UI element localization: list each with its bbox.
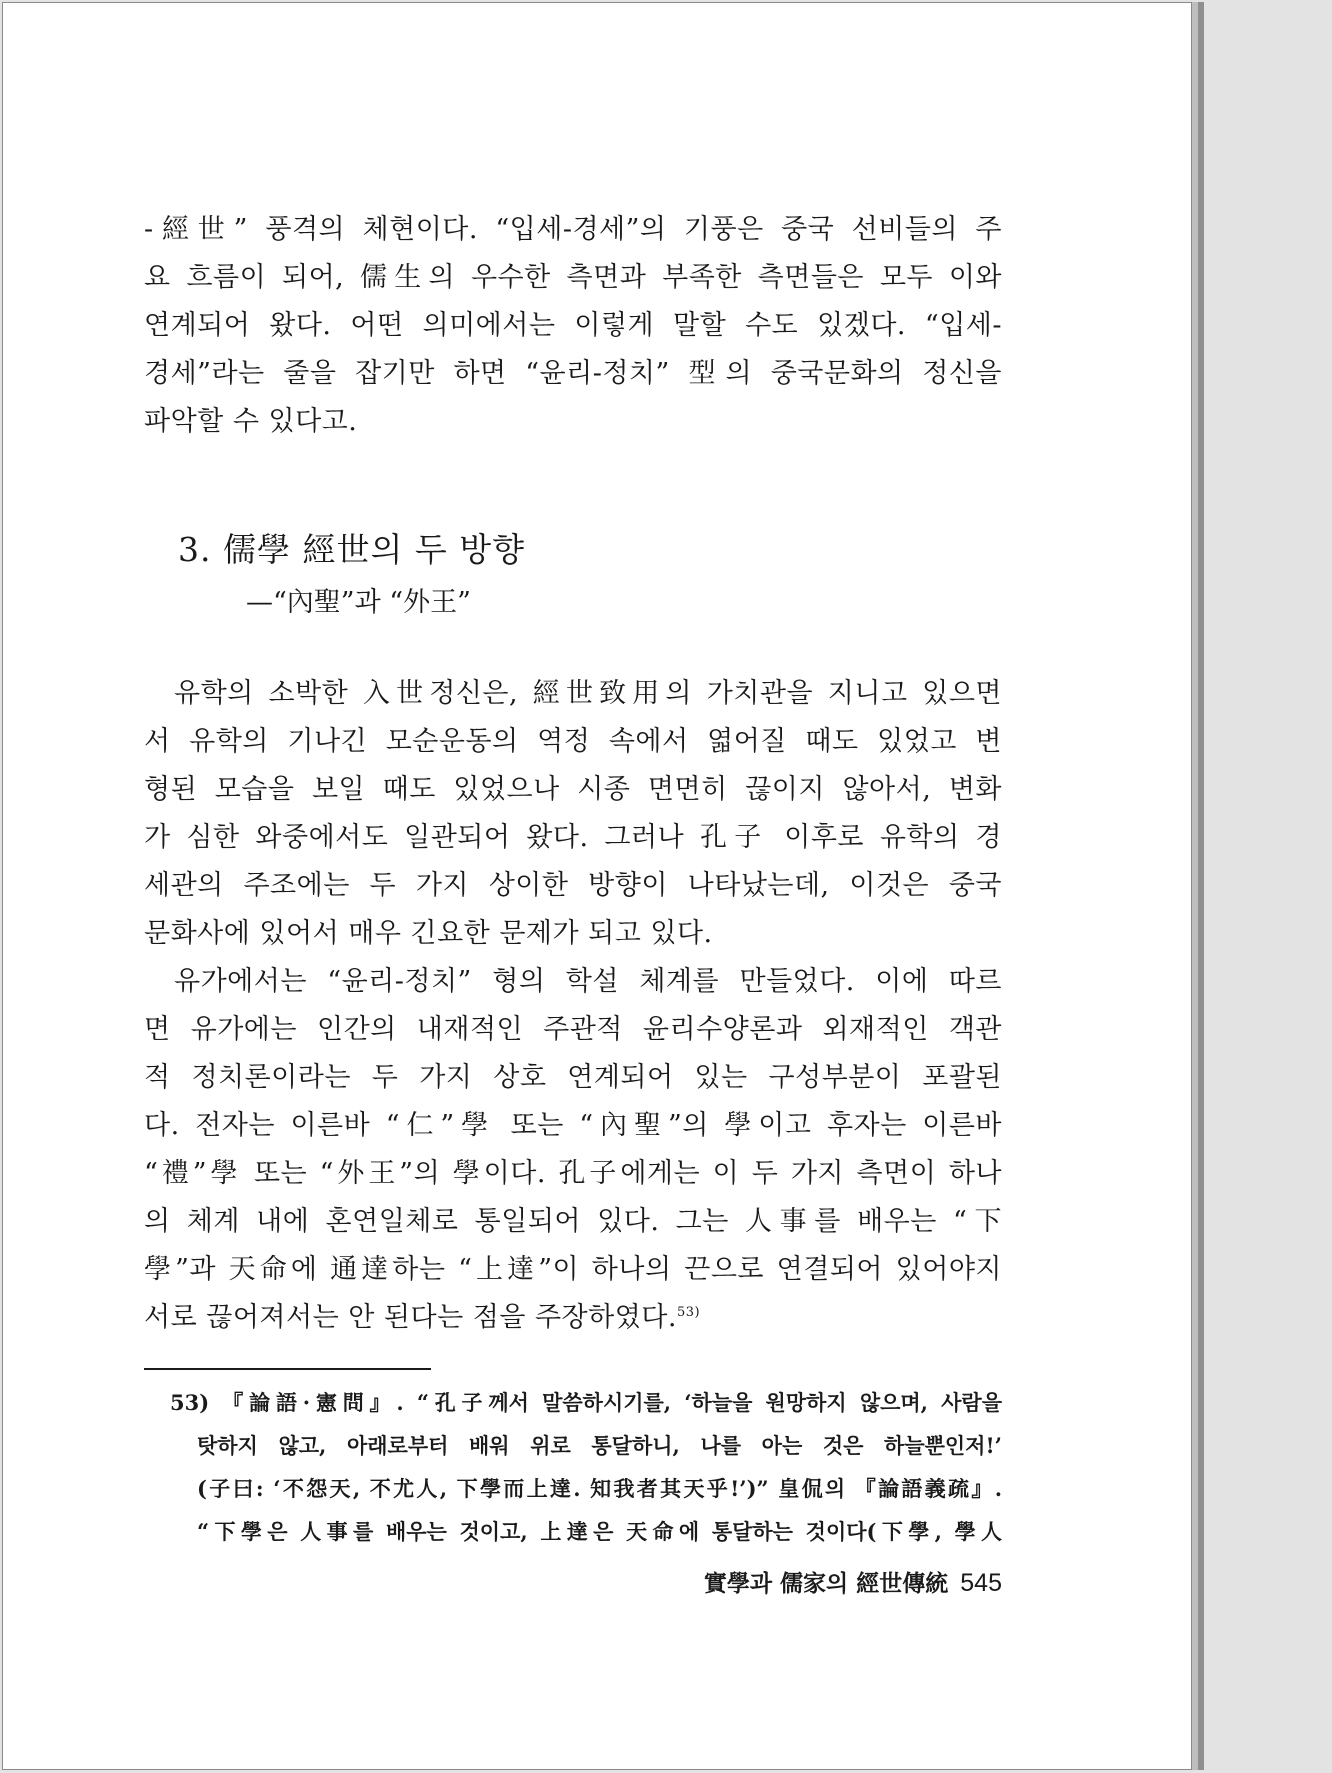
text-line: 유학의 소박한 入世정신은, 經世致用의 가치관을 지니고 있으면 [174,678,1002,709]
text-line: 파악할 수 있다고. [144,406,358,437]
book-page [2,2,1192,1770]
text-line: 서 유학의 기나긴 모순운동의 역정 속에서 엷어질 때도 있었고 변 [144,726,1002,757]
text-line: 면 유가에는 인간의 내재적인 주관적 윤리수양론과 외재적인 객관 [144,1014,1002,1045]
page-number: 545 [960,1569,1002,1597]
running-footer [643,1563,1002,1603]
footnote-divider [144,1368,431,1370]
section-heading: 3. 儒學 經世의 두 방향 [178,530,525,569]
text-line: -經世” 풍격의 체현이다. “입세-경세”의 기풍은 중국 선비들의 주 [144,214,1002,245]
section-subheading: —“內聖”과 “外王” [246,587,471,618]
text-line: 다. 전자는 이른바 “仁”學 또는 “內聖”의 學이고 후자는 이른바 [144,1110,1002,1141]
text-line: 學”과 天命에 通達하는 “上達”이 하나의 끈으로 연결되어 있어야지 [144,1254,1002,1285]
text-line: 가 심한 와중에서도 일관되어 왔다. 그러나 孔子 이후로 유학의 경 [144,822,1002,853]
text-line: 경세”라는 줄을 잡기만 하면 “윤리-정치” 型의 중국문화의 정신을 [144,358,1002,389]
text-line: 요 흐름이 되어, 儒生의 우수한 측면과 부족한 측면들은 모두 이와 [144,262,1002,293]
running-title: 實學과 儒家의 經世傳統 [703,1570,949,1597]
text-line: 의 체계 내에 혼연일체로 통일되어 있다. 그는 人事를 배우는 “下 [144,1206,1002,1237]
text-line: 세관의 주조에는 두 가지 상이한 방향이 나타났는데, 이것은 중국 [144,870,1002,901]
text-line: 서로 끊어져서는 안 된다는 점을 주장하였다. [144,1302,677,1333]
body-text [144,670,1002,1342]
text-line: 연계되어 왔다. 어떤 의미에서는 이렇게 말할 수도 있겠다. “입세- [144,310,1002,341]
text-line: 유가에서는 “윤리-정치” 형의 학설 체계를 만들었다. 이에 따르 [174,966,1002,997]
footnote-line: (子曰: ‘不怨天, 不尤人, 下學而上達. 知我者其天乎!’)” 皇侃의 『論語義疏』. [197,1476,1002,1501]
footnote-line: 탓하지 않고, 아래로부터 배워 위로 통달하니, 나를 아는 것은 하늘뿐인저!’ [197,1433,1002,1458]
footnote-line: 53) 『論語·憲問』. “孔子께서 말씀하시기를, ‘하늘을 원망하지 않으며, 사람을 [170,1390,1002,1415]
footnote-reference: 53) [676,1305,701,1320]
footnotes [170,1381,1002,1553]
text-line: “禮”學 또는 “外王”의 學이다. 孔子에게는 이 두 가지 측면이 하나 [144,1158,1002,1189]
text-line: 형된 모습을 보일 때도 있었으나 시종 면면히 끊이지 않아서, 변화 [144,774,1002,805]
intro-paragraph [144,206,1002,446]
text-line: 문화사에 있어서 매우 긴요한 문제가 되고 있다. [144,918,713,949]
text-line: 적 정치론이라는 두 가지 상호 연계되어 있는 구성부분이 포괄된 [144,1062,1002,1093]
footnote-line: “下學은 人事를 배우는 것이고, 上達은 天命에 통달하는 것이다(下學, 學人 [197,1519,1002,1544]
text-line-with-footnote [144,1294,1002,1342]
